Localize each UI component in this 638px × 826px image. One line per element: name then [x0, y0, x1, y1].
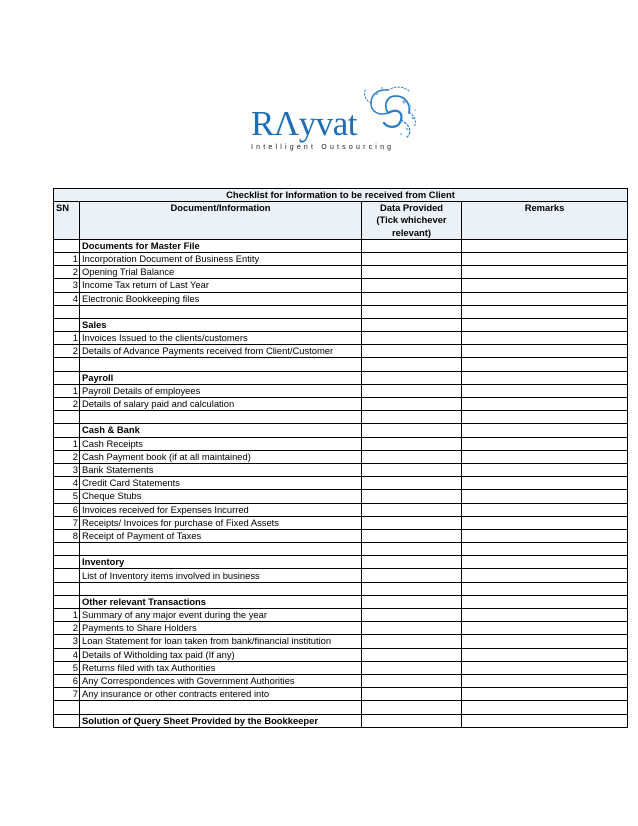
data-provided-cell[interactable]	[362, 529, 462, 542]
remarks-cell[interactable]	[462, 345, 628, 358]
data-provided-cell[interactable]	[362, 279, 462, 292]
brand-tagline: Intelligent Outsourcing	[251, 144, 395, 151]
data-provided-cell[interactable]	[362, 371, 462, 384]
spacer-row	[54, 411, 628, 424]
item-text: Details of Advance Payments received from Client/Customer	[80, 345, 362, 358]
data-provided-cell[interactable]	[362, 622, 462, 635]
data-provided-cell[interactable]	[362, 239, 462, 252]
data-provided-cell[interactable]	[362, 556, 462, 569]
data-provided-cell[interactable]	[362, 384, 462, 397]
item-sn: 7	[54, 516, 80, 529]
item-sn: 1	[54, 332, 80, 345]
checklist-item-row	[54, 516, 628, 529]
checklist-item-row	[54, 279, 628, 292]
remarks-cell[interactable]	[462, 292, 628, 305]
remarks-cell[interactable]	[462, 384, 628, 397]
sn-cell	[54, 595, 80, 608]
item-text: List of Inventory items involved in business	[80, 569, 362, 582]
item-sn: 6	[54, 503, 80, 516]
item-text: Cash Payment book (if at all maintained)	[80, 450, 362, 463]
item-sn: 5	[54, 490, 80, 503]
document-cell	[80, 411, 362, 424]
item-sn: 2	[54, 266, 80, 279]
item-sn: 6	[54, 674, 80, 687]
sn-cell	[54, 714, 80, 727]
item-sn: 3	[54, 463, 80, 476]
document-cell	[80, 358, 362, 371]
brand-name: RΛyvat	[251, 104, 357, 143]
remarks-cell[interactable]	[462, 450, 628, 463]
remarks-cell[interactable]	[462, 529, 628, 542]
item-text: Details of salary paid and calculation	[80, 398, 362, 411]
remarks-cell[interactable]	[462, 371, 628, 384]
item-text: Invoices received for Expenses Incurred	[80, 503, 362, 516]
item-sn: 4	[54, 477, 80, 490]
remarks-cell[interactable]	[462, 490, 628, 503]
data-provided-cell[interactable]	[362, 714, 462, 727]
item-sn: 7	[54, 688, 80, 701]
data-provided-cell[interactable]	[362, 503, 462, 516]
spacer-row	[54, 543, 628, 556]
spacer-row	[54, 358, 628, 371]
section-title: Solution of Query Sheet Provided by the Bookkeeper	[80, 714, 362, 727]
item-text: Receipt of Payment of Taxes	[80, 529, 362, 542]
data-provided-cell[interactable]	[362, 490, 462, 503]
document-cell	[80, 582, 362, 595]
item-sn: 1	[54, 252, 80, 265]
swirl-logo-icon	[357, 82, 419, 144]
remarks-cell[interactable]	[462, 648, 628, 661]
remarks-cell[interactable]	[462, 622, 628, 635]
header-row-3	[54, 227, 628, 240]
data-provided-cell[interactable]	[362, 345, 462, 358]
document-cell	[80, 701, 362, 714]
remarks-cell[interactable]	[462, 609, 628, 622]
item-sn: 1	[54, 437, 80, 450]
item-sn: 2	[54, 345, 80, 358]
document-cell	[80, 543, 362, 556]
item-sn: 3	[54, 279, 80, 292]
remarks-cell[interactable]	[462, 332, 628, 345]
remarks-cell[interactable]	[462, 318, 628, 331]
sn-cell	[54, 239, 80, 252]
section-header-row	[54, 318, 628, 331]
header-document: Document/Information	[80, 202, 362, 215]
checklist-item-row	[54, 503, 628, 516]
checklist-title: Checklist for Information to be received from Client	[54, 189, 628, 202]
section-title: Inventory	[80, 556, 362, 569]
checklist-item-row	[54, 609, 628, 622]
checklist-item-row	[54, 529, 628, 542]
section-title: Sales	[80, 318, 362, 331]
data-provided-cell[interactable]	[362, 635, 462, 648]
remarks-cell[interactable]	[462, 595, 628, 608]
remarks-cell[interactable]	[462, 714, 628, 727]
spacer-row	[54, 701, 628, 714]
data-provided-cell[interactable]	[362, 701, 462, 714]
item-sn: 4	[54, 292, 80, 305]
checklist-item-row	[54, 477, 628, 490]
data-provided-cell[interactable]	[362, 358, 462, 371]
item-sn: 1	[54, 609, 80, 622]
checklist-item-row	[54, 345, 628, 358]
document-cell	[80, 305, 362, 318]
section-header-row	[54, 714, 628, 727]
remarks-cell[interactable]	[462, 556, 628, 569]
item-text: Returns filed with tax Authorities	[80, 661, 362, 674]
data-provided-cell[interactable]	[362, 398, 462, 411]
section-header-row	[54, 595, 628, 608]
header-data-note: (Tick whichever	[362, 214, 462, 226]
checklist-item-row	[54, 688, 628, 701]
checklist-item-row	[54, 332, 628, 345]
item-text: Invoices Issued to the clients/customers	[80, 332, 362, 345]
header-row	[54, 202, 628, 215]
section-header-row	[54, 424, 628, 437]
section-header-row	[54, 556, 628, 569]
item-text: Opening Trial Balance	[80, 266, 362, 279]
item-sn: 2	[54, 450, 80, 463]
section-header-row	[54, 371, 628, 384]
section-header-row	[54, 239, 628, 252]
data-provided-cell[interactable]	[362, 661, 462, 674]
item-sn: 4	[54, 648, 80, 661]
checklist-item-row	[54, 569, 628, 582]
sn-cell	[54, 556, 80, 569]
item-text: Cash Receipts	[80, 437, 362, 450]
remarks-cell[interactable]	[462, 688, 628, 701]
remarks-cell[interactable]	[462, 463, 628, 476]
data-provided-cell[interactable]	[362, 318, 462, 331]
remarks-cell[interactable]	[462, 582, 628, 595]
item-sn	[54, 569, 80, 582]
data-provided-cell[interactable]	[362, 688, 462, 701]
data-provided-cell[interactable]	[362, 648, 462, 661]
data-provided-cell[interactable]	[362, 450, 462, 463]
sn-cell	[54, 305, 80, 318]
spacer-row	[54, 305, 628, 318]
checklist-title-row	[54, 189, 628, 202]
header-row-2	[54, 214, 628, 226]
data-provided-cell[interactable]	[362, 424, 462, 437]
sn-cell	[54, 318, 80, 331]
remarks-cell[interactable]	[462, 516, 628, 529]
checklist-item-row	[54, 463, 628, 476]
item-text: Any insurance or other contracts entered into	[80, 688, 362, 701]
remarks-cell[interactable]	[462, 279, 628, 292]
data-provided-cell[interactable]	[362, 569, 462, 582]
data-provided-cell[interactable]	[362, 332, 462, 345]
sn-cell	[54, 543, 80, 556]
checklist-item-row	[54, 648, 628, 661]
data-provided-cell[interactable]	[362, 305, 462, 318]
data-provided-cell[interactable]	[362, 437, 462, 450]
item-sn: 1	[54, 384, 80, 397]
sn-cell	[54, 701, 80, 714]
remarks-cell[interactable]	[462, 252, 628, 265]
checklist-item-row	[54, 635, 628, 648]
item-sn: 5	[54, 661, 80, 674]
checklist-item-row	[54, 450, 628, 463]
item-text: Payroll Details of employees	[80, 384, 362, 397]
remarks-cell[interactable]	[462, 398, 628, 411]
checklist-item-row	[54, 252, 628, 265]
header-data-note-2: relevant)	[362, 227, 462, 240]
item-text: Loan Statement for loan taken from bank/financial institution	[80, 635, 362, 648]
header-remarks: Remarks	[462, 202, 628, 215]
item-text: Details of Witholding tax paid (If any)	[80, 648, 362, 661]
checklist-item-row	[54, 398, 628, 411]
checklist-item-row	[54, 266, 628, 279]
section-title: Payroll	[80, 371, 362, 384]
checklist-item-row	[54, 437, 628, 450]
item-text: Income Tax return of Last Year	[80, 279, 362, 292]
remarks-cell[interactable]	[462, 437, 628, 450]
sn-cell	[54, 582, 80, 595]
item-text: Credit Card Statements	[80, 477, 362, 490]
remarks-cell[interactable]	[462, 503, 628, 516]
remarks-cell[interactable]	[462, 635, 628, 648]
data-provided-cell[interactable]	[362, 543, 462, 556]
item-sn: 2	[54, 622, 80, 635]
remarks-cell[interactable]	[462, 543, 628, 556]
remarks-cell[interactable]	[462, 701, 628, 714]
remarks-cell[interactable]	[462, 661, 628, 674]
checklist-table	[53, 188, 628, 728]
item-text: Bank Statements	[80, 463, 362, 476]
remarks-cell[interactable]	[462, 424, 628, 437]
data-provided-cell[interactable]	[362, 252, 462, 265]
data-provided-cell[interactable]	[362, 292, 462, 305]
item-text: Any Correspondences with Government Authorities	[80, 674, 362, 687]
header-sn: SN	[54, 202, 80, 215]
checklist-item-row	[54, 490, 628, 503]
sn-cell	[54, 424, 80, 437]
sn-cell	[54, 358, 80, 371]
data-provided-cell[interactable]	[362, 411, 462, 424]
item-text: Incorporation Document of Business Entity	[80, 252, 362, 265]
header-data-provided: Data Provided	[362, 202, 462, 215]
item-text: Cheque Stubs	[80, 490, 362, 503]
remarks-cell[interactable]	[462, 411, 628, 424]
data-provided-cell[interactable]	[362, 674, 462, 687]
data-provided-cell[interactable]	[362, 463, 462, 476]
item-text: Payments to Share Holders	[80, 622, 362, 635]
checklist-item-row	[54, 292, 628, 305]
spacer-row	[54, 582, 628, 595]
sn-cell	[54, 371, 80, 384]
checklist-item-row	[54, 622, 628, 635]
checklist-item-row	[54, 384, 628, 397]
data-provided-cell[interactable]	[362, 595, 462, 608]
section-title: Documents for Master File	[80, 239, 362, 252]
section-title: Other relevant Transactions	[80, 595, 362, 608]
rayvat-logo	[245, 82, 425, 162]
remarks-cell[interactable]	[462, 266, 628, 279]
remarks-cell[interactable]	[462, 674, 628, 687]
checklist-item-row	[54, 674, 628, 687]
remarks-cell[interactable]	[462, 305, 628, 318]
item-text: Receipts/ Invoices for purchase of Fixed Assets	[80, 516, 362, 529]
sn-cell	[54, 411, 80, 424]
item-text: Summary of any major event during the year	[80, 609, 362, 622]
remarks-cell[interactable]	[462, 569, 628, 582]
remarks-cell[interactable]	[462, 239, 628, 252]
data-provided-cell[interactable]	[362, 266, 462, 279]
checklist-item-row	[54, 661, 628, 674]
section-title: Cash & Bank	[80, 424, 362, 437]
item-sn: 2	[54, 398, 80, 411]
item-sn: 8	[54, 529, 80, 542]
item-sn: 3	[54, 635, 80, 648]
data-provided-cell[interactable]	[362, 477, 462, 490]
data-provided-cell[interactable]	[362, 609, 462, 622]
item-text: Electronic Bookkeeping files	[80, 292, 362, 305]
remarks-cell[interactable]	[462, 477, 628, 490]
data-provided-cell[interactable]	[362, 516, 462, 529]
remarks-cell[interactable]	[462, 358, 628, 371]
data-provided-cell[interactable]	[362, 582, 462, 595]
